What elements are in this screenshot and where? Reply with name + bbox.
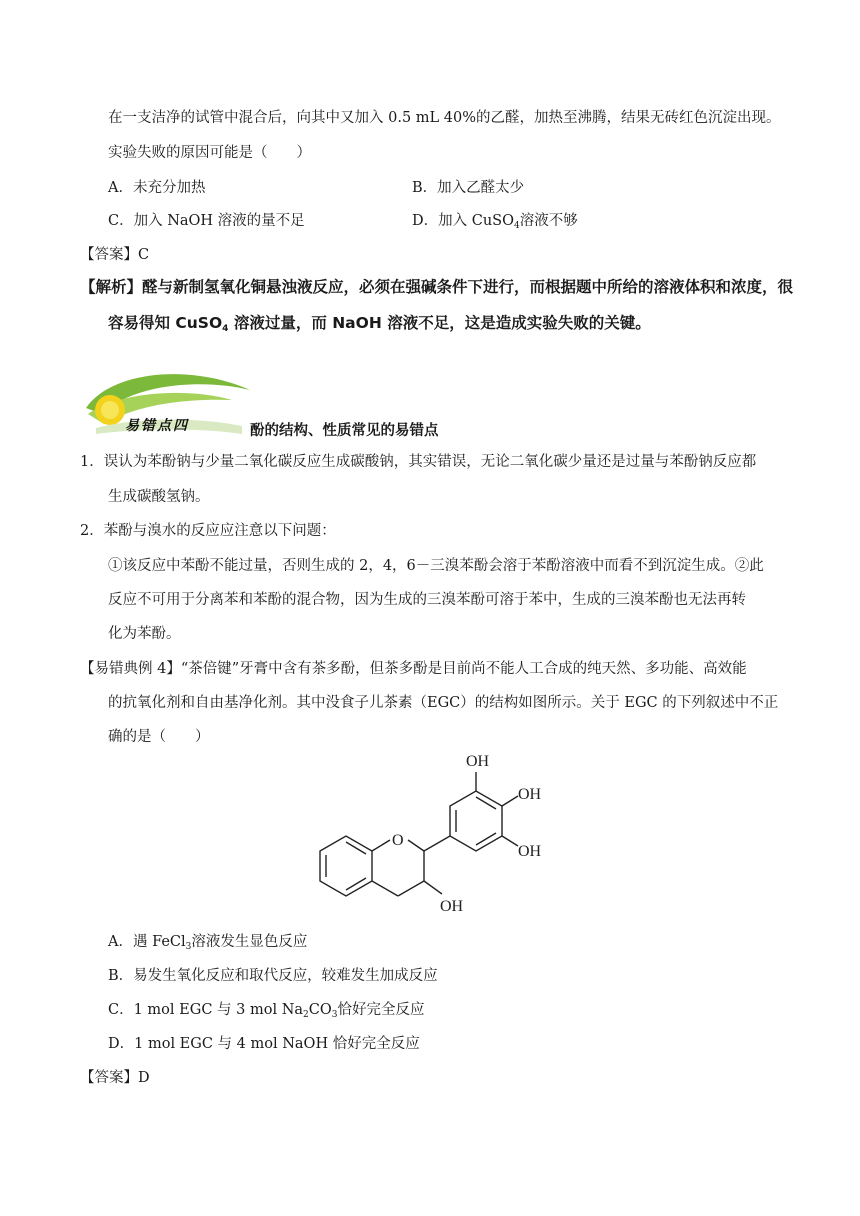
section-badge-text: 易错点四 [125,418,189,434]
oh-ring-label: OH [440,898,464,915]
option-c: C．加入 NaOH 溶液的量不足 [108,213,305,229]
question-line-1: 在一支洁净的试管中混合后，向其中又加入 0.5 mL 40%的乙醛，加热至沸腾，结果无砖红色沉淀出现。 [108,110,781,126]
option-a: A．未充分加热 [108,180,206,196]
point-2-line-4: 化为苯酚。 [108,626,181,642]
example-option-a-sub: 3 [185,942,192,952]
option-d-sub: 4 [514,221,520,231]
option-b: B．加入乙醛太少 [412,180,525,196]
analysis-text-post: 溶液过量，而 NaOH 溶液不足，这是造成实验失败的关键。 [228,314,651,332]
point-2-line-2: ①该反应中苯酚不能过量，否则生成的 2，4，6－三溴苯酚会溶于苯酚溶液中而看不到沉淀生成。②此 [108,558,764,574]
oh-bottom-right-label: OH [518,843,542,860]
example-option-d: D．1 mol EGC 与 4 mol NaOH 恰好完全反应 [108,1036,420,1052]
example-option-a-text: A．遇 FeCl [108,934,186,950]
benzene-ring-left [320,836,372,896]
point-1-line-1: 1．误认为苯酚钠与少量二氧化碳反应生成碳酸钠，其实错误，无论二氧化碳少量还是过量与苯酚钠反应都 [80,454,757,470]
analysis-sub: 4 [222,324,229,334]
analysis-line-1: 【解析】醛与新制氢氧化铜悬浊液反应，必须在强碱条件下进行，而根据题中所给的溶液体积和浓度，很 [80,278,794,296]
example-option-b: B．易发生氧化反应和取代反应，较难发生加成反应 [108,968,438,984]
point-1-line-2: 生成碳酸氢钠。 [108,489,210,505]
analysis-line-2 [108,313,651,333]
point-2-line-1: 2．苯酚与溴水的反应应注意以下问题： [80,523,336,539]
ring-oxygen-label: O [392,832,404,849]
option-d-text: D．加入 CuSO [412,213,514,229]
section-title: 酚的结构、性质常见的易错点 [250,423,439,439]
egc-structure-diagram [310,744,560,919]
example-answer-label: 【答案】D [80,1070,150,1086]
example-option-a [108,932,307,952]
question-line-2: 实验失败的原因可能是（ ） [108,145,311,161]
example-option-c-sub2: 3 [331,1010,338,1020]
example-option-a-post: 溶液发生显色反应 [191,934,308,950]
option-d-text-post: 溶液不够 [519,213,578,229]
example-option-c-post: 恰好完全反应 [337,1002,425,1018]
example-line-1: 【易错典例 4】“茶倍键”牙膏中含有茶多酚，但茶多酚是目前尚不能人工合成的纯天然、多功能、高效能 [80,661,747,677]
answer-label: 【答案】C [80,247,150,263]
example-line-2: 的抗氧化剂和自由基净化剂。其中没食子儿茶素（EGC）的结构如图所示。关于 EGC 的下列叙述中不正 [108,695,779,711]
example-line-3: 确的是（ ） [108,729,210,745]
example-option-c-sub1: 2 [303,1010,309,1020]
example-option-c-text: C．1 mol EGC 与 3 mol Na [108,1002,304,1018]
example-option-c-mid: CO [308,1002,332,1018]
benzene-ring-right [450,791,502,851]
option-d [412,211,578,231]
example-option-c [108,1000,424,1020]
oh-top-label: OH [466,753,490,770]
analysis-text: 容易得知 CuSO [108,314,223,332]
point-2-line-3: 反应不可用于分离苯和苯酚的混合物，因为生成的三溴苯酚可溶于苯中，生成的三溴苯酚也无法再转 [108,592,746,608]
oh-right-label: OH [518,786,542,803]
